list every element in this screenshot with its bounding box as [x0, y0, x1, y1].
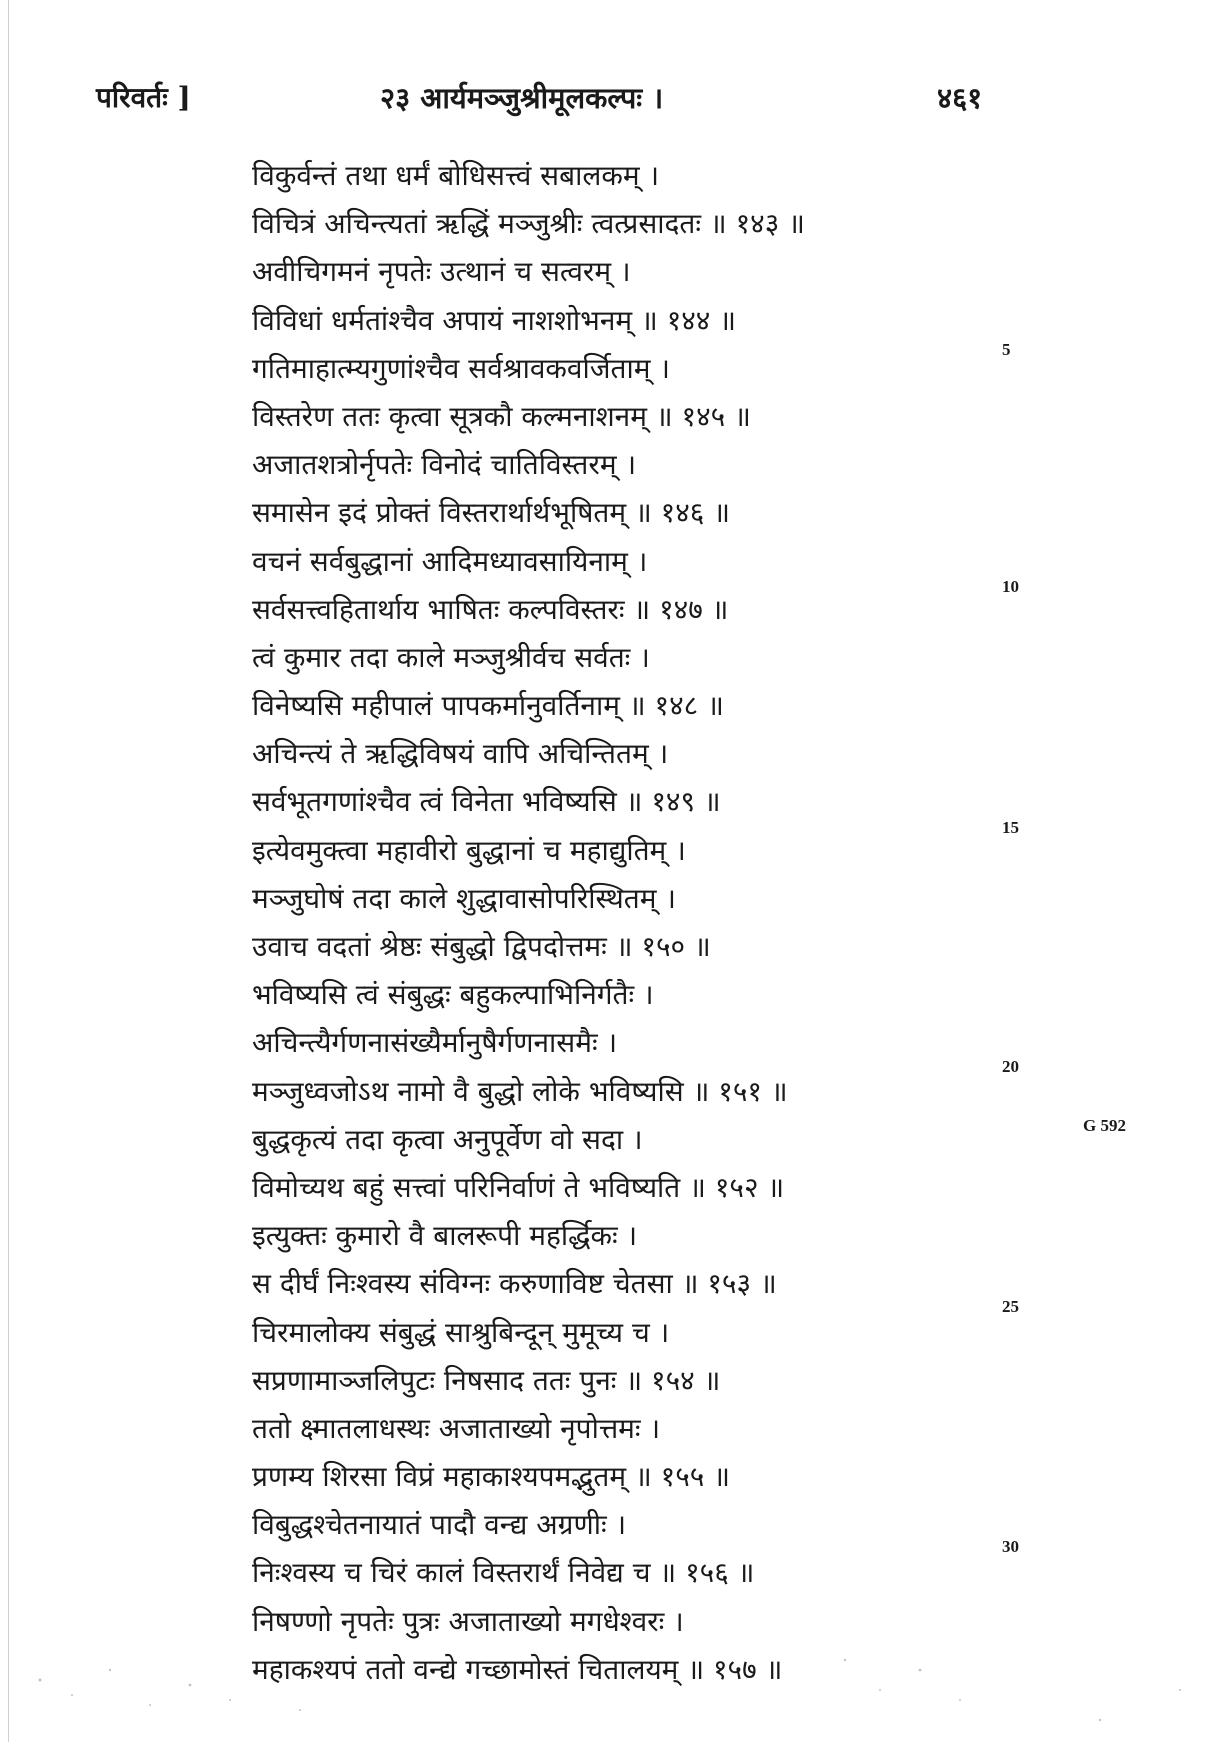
verse-line: विनेष्यसि महीपालं पापकर्मानुवर्तिनाम् ॥ १४८ ॥	[252, 689, 724, 723]
verse-line: अवीचिगमनं नृपतेः उत्थानं च सत्वरम् ।	[252, 255, 631, 289]
line-number-marker: 5	[1002, 340, 1011, 359]
verse-list	[252, 152, 952, 1694]
verse-line: उवाच वदतां श्रेष्ठः संबुद्धो द्विपदोत्तमः ॥ १५० ॥	[252, 930, 711, 963]
header-title: २३ आर्यमञ्जुश्रीमूलकल्पः ।	[380, 81, 664, 115]
verse-line: त्वं कुमार तदा काले मञ्जुश्रीर्वच सर्वतः ।	[252, 640, 650, 674]
verse-line: विचित्रं अचिन्त्यतां ऋद्धिं मञ्जुश्रीः त्वत्प्रसादतः ॥ १४३ ॥	[252, 207, 805, 241]
verse-line: मञ्जुघोषं तदा काले शुद्धावासोपरिस्थितम् ।	[252, 881, 676, 915]
edition-page-reference: G 592	[1083, 1116, 1126, 1135]
header-chapter-label: परिवर्तः ]	[96, 81, 191, 114]
verse-line: निःश्वस्य च चिरं कालं विस्तरार्थं निवेद्य च ॥ १५६ ॥	[252, 1556, 755, 1590]
verse-line: सर्वभूतगणांश्चैव त्वं विनेता भविष्यसि ॥ १४९ ॥	[252, 785, 721, 819]
verse-line: विविधां धर्मतांश्चैव अपायं नाशशोभनम् ॥ १४४ ॥	[252, 303, 737, 337]
verse-line: अचिन्त्यं ते ऋद्धिविषयं वापि अचिन्तितम् ।	[252, 737, 669, 771]
verse-line: विकुर्वन्तं तथा धर्मं बोधिसत्त्वं सबालकम् ।	[252, 159, 660, 192]
line-number-marker: 20	[1002, 1057, 1019, 1076]
verse-line: वचनं सर्वबुद्धानां आदिमध्यावसायिनाम् ।	[252, 544, 648, 578]
verse-line: विस्तरेण ततः कृत्वा सूत्रकौ कल्मनाशनम् ॥ १४५ ॥	[252, 399, 751, 433]
page-edge-line	[8, 0, 9, 1742]
verse-line: सर्वसत्त्वहितार्थाय भाषितः कल्पविस्तरः ॥ १४७ ॥	[252, 592, 729, 626]
verse-line: सप्रणामाञ्जलिपुटः निषसाद ततः पुनः ॥ १५४ ॥	[252, 1363, 721, 1397]
verse-line: विमोच्यथ बहुं सत्त्वां परिनिर्वाणं ते भविष्यति ॥ १५२ ॥	[252, 1170, 785, 1204]
verse-line: अजातशत्रोर्नृपतेः विनोदं चातिविस्तरम् ।	[252, 448, 637, 482]
verse-line: विबुद्धश्चेतनायातं पादौ वन्द्य अग्रणीः ।	[252, 1508, 627, 1542]
verse-line: अचिन्त्यैर्गणनासंख्यैर्मानुषैर्गणनासमैः ।	[252, 1026, 618, 1060]
verse-line: गतिमाहात्म्यगुणांश्चैव सर्वश्रावकवर्जिताम् ।	[252, 351, 670, 385]
verse-line: स दीर्घं निःश्वस्य संविग्नः करुणाविष्ट चेतसा ॥ १५३ ॥	[252, 1267, 777, 1301]
verse-line: समासेन इदं प्रोक्तं विस्तरार्थार्थभूषितम् ॥ १४६ ॥	[252, 496, 731, 530]
page-header	[0, 78, 1232, 118]
scan-noise	[0, 1600, 1232, 1742]
verse-line: इत्येवमुक्त्वा महावीरो बुद्धानां च महाद्युतिम् ।	[252, 833, 686, 867]
verse-line: भविष्यसि त्वं संबुद्धः बहुकल्पाभिनिर्गतैः ।	[252, 978, 654, 1012]
line-number-marker: 25	[1002, 1297, 1019, 1316]
verse-line: निषण्णो नृपतेः पुत्रः अजाताख्यो मगधेश्वरः ।	[252, 1604, 684, 1638]
verse-line: चिरमालोक्य संबुद्धं साश्रुबिन्दून् मुमूच्य च ।	[252, 1315, 670, 1349]
verse-line: प्रणम्य शिरसा विप्रं महाकाश्यपमद्भुतम् ॥ १५५ ॥	[252, 1460, 731, 1494]
page-number: ४६१	[937, 81, 983, 115]
verse-line: इत्युक्तः कुमारो वै बालरूपी महर्द्धिकः ।	[252, 1219, 638, 1253]
verse-line: ततो क्ष्मातलाधस्थः अजाताख्यो नृपोत्तमः ।	[252, 1411, 661, 1445]
line-number-marker: 15	[1002, 818, 1019, 837]
verse-line: बुद्धकृत्यं तदा कृत्वा अनुपूर्वेण वो सदा ।	[252, 1122, 643, 1156]
line-number-marker: 10	[1002, 577, 1019, 596]
line-number-marker: 30	[1002, 1537, 1019, 1556]
verse-line: मञ्जुध्वजोऽथ नामो वै बुद्धो लोके भविष्यसि ॥ १५१ ॥	[252, 1074, 788, 1108]
verse-line: महाकश्यपं ततो वन्द्ये गच्छामोस्तं चितालयम् ॥ १५७ ॥	[252, 1652, 783, 1686]
